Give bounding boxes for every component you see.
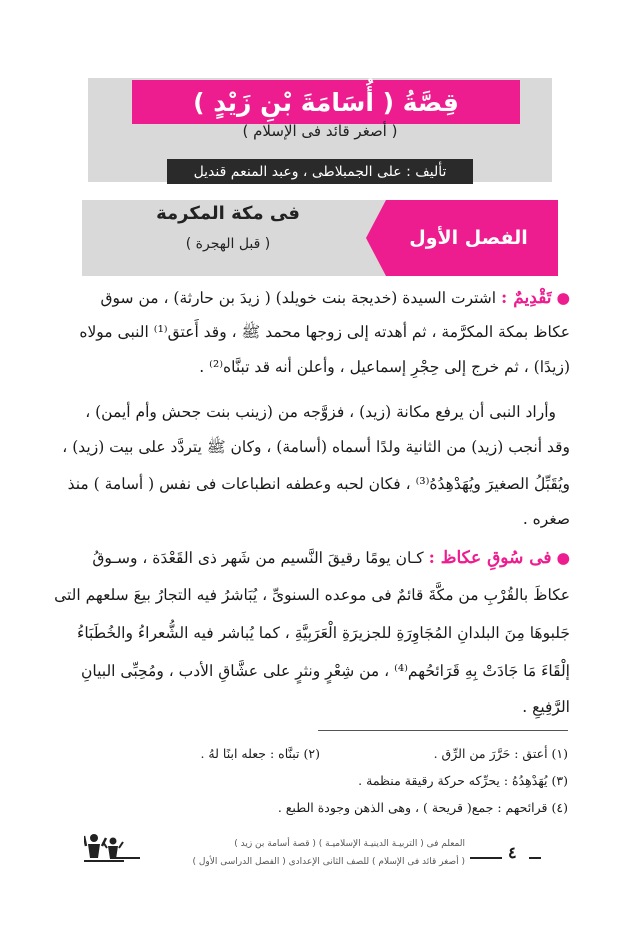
text-run: كـان يومًا رقيقَ النَّسيم من شَهر ذى القَعْدَة ، وسـوقُ bbox=[92, 549, 424, 567]
paragraph-line: الرَّفِيعِ . bbox=[522, 698, 570, 716]
footnote-3: (٣) يُهَدْهِدُهُ : يحرِّكه حركة رقيقة منظمة . bbox=[358, 773, 568, 788]
chapter-place: فى مكة المكرمة bbox=[156, 203, 300, 224]
paragraph-line: وأراد النبى أن يرفع مكانة (زيد) ، فزوَّجه من (زينب بنت جحش وأم أيمن) ، bbox=[85, 403, 556, 421]
paragraph-line: عكاظ بمكة المكرَّمة ، ثم أهدته إلى زوجها محمد ﷺ ، وقد أَعتق⁽¹⁾ النبى مولاه bbox=[79, 323, 570, 341]
authors-line: تأليف : على الجمبلاطى ، وعبد المنعم قنديل bbox=[167, 159, 473, 184]
page-dash bbox=[529, 857, 541, 859]
page-number: ٤ bbox=[508, 843, 517, 862]
footer-rule bbox=[470, 857, 502, 859]
bullet-icon: ● bbox=[551, 289, 570, 307]
bullet-icon: ● bbox=[551, 549, 570, 567]
paragraph-line: جَلبوهَا مِنَ البلدانِ المُجَاوِرَةِ للجزيرَةِ الْعَرَبِيَّةِ ، كما يُباشر فيه الشُّعراءُ والخُطَبَاءُ bbox=[77, 624, 570, 642]
chapter-label: الفصل الأول bbox=[409, 227, 528, 249]
paragraph-line: صغره . bbox=[522, 510, 570, 528]
teacher-student-silhouette-icon bbox=[84, 832, 124, 864]
paragraph-line: وقد أنجب (زيد) من الثانية ولدًا أسماه (أسامة) ، وكان ﷺ يتردَّد على بيت (زيد) ، bbox=[62, 438, 570, 456]
paragraph-line: إلْقَاءَ مَا جَادَتْ بِهِ قَرَائحُهم⁽⁴⁾ ، من شِعْرٍ ونثرٍ على عشَّاقِ الأدب ، ومُحِبِّى البيانِ bbox=[81, 662, 570, 680]
series-line-2: ( أصغر قائد فى الإسلام ) للصف الثانى الإعدادى ( الفصل الدراسى الأول ) bbox=[192, 857, 465, 867]
story-subtitle: ( أصغر قائد فى الإسلام ) bbox=[242, 122, 398, 140]
paragraph-line: ويُقَبِّلُ الصغيرَ ويُهَدْهِدُهُ⁽³⁾ ، فكان لحبه وعطفه انطباعات فى نفس ( أسامة ) منذ bbox=[67, 475, 570, 493]
paragraph-line bbox=[72, 550, 570, 567]
series-line-1: المعلم فى ( التربيـة الدينيـة الإسلاميـة ) ( قصة أسامة بن زيد ) bbox=[234, 839, 465, 849]
story-title: قِصَّةُ ( أُسَامَةَ بْنِ زَيْدٍ ) bbox=[132, 80, 520, 124]
section-heading-souk: فى سُوقِ عكاظ : bbox=[428, 548, 552, 568]
paragraph-line bbox=[72, 290, 570, 307]
paragraph-line: (زيدًا) ، ثم خرج إلى حِجْرِ إسماعيل ، وأعلن أنه قد تبنَّاه⁽²⁾ . bbox=[199, 358, 570, 376]
footnote-1: (١) أعتق : حَرَّرَ من الرِّق . bbox=[433, 746, 568, 761]
footnote-4: (٤) قرائحهم : جمع( قريحة ) ، وهى الذهن وجودة الطبع . bbox=[277, 800, 568, 815]
chapter-period: ( قبل الهجرة ) bbox=[185, 236, 271, 252]
section-heading-intro: تَقْدِيمٌ : bbox=[501, 288, 552, 308]
paragraph-line: عكاظَ بالقُرْبِ من مكَّةَ قائمٌ فى موعده السنوىِّ ، يُبَاشرُ فيه التجارُ بيعَ سلعهم التى bbox=[54, 586, 570, 604]
footnote-2: (٢) تبنَّاه : جعله ابنًا لهُ . bbox=[200, 746, 320, 761]
footnote-divider bbox=[318, 730, 568, 731]
text-run: اشترت السيدة (خديجة بنت خويلد) ( زيدَ بن حارثة) ، من سوق bbox=[100, 289, 497, 307]
